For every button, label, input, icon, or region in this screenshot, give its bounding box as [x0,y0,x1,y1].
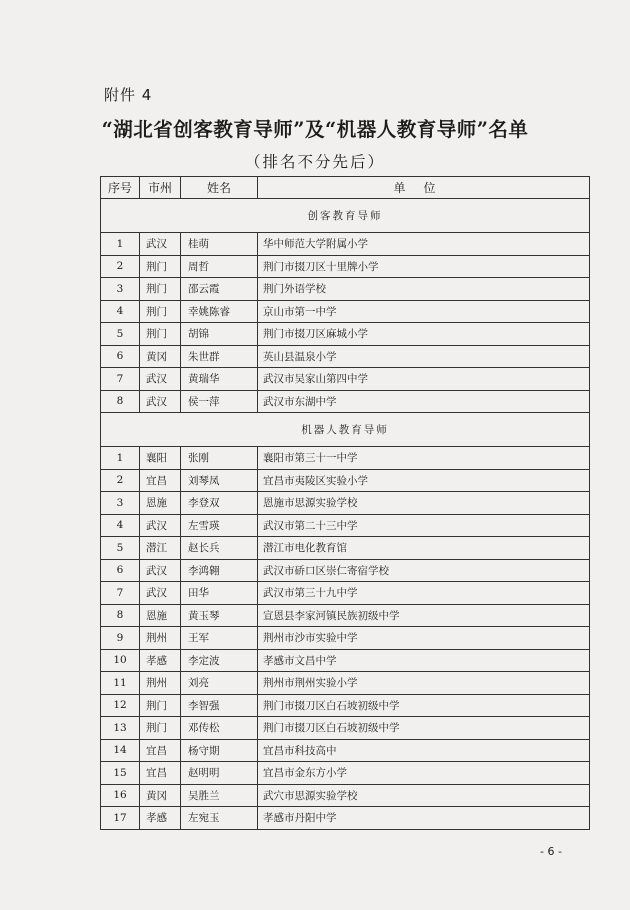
row-unit: 荆门市掇刀区白石坡初级中学 [258,694,590,717]
row-index: 7 [101,582,140,605]
row-city: 武汉 [140,559,181,582]
row-index: 6 [101,559,140,582]
row-unit: 荆州市沙市实验中学 [258,627,590,650]
row-city: 孝感 [140,649,181,672]
row-unit: 京山市第一中学 [258,300,590,323]
attachment-label: 附件 4 [104,86,153,104]
row-name: 张刚 [181,447,258,470]
section-title: 机器人教育导师 [101,413,590,447]
row-city: 荆门 [140,300,181,323]
table-row [101,492,590,515]
row-name: 杨守期 [181,739,258,762]
row-city: 恩施 [140,604,181,627]
table-row [101,784,590,807]
row-index: 5 [101,537,140,560]
row-index: 8 [101,604,140,627]
row-name: 赵长兵 [181,537,258,560]
row-unit: 武汉市东湖中学 [258,390,590,413]
row-index: 4 [101,300,140,323]
table-row [101,537,590,560]
row-city: 恩施 [140,492,181,515]
row-unit: 宜昌市夷陵区实验小学 [258,469,590,492]
row-city: 荆州 [140,672,181,695]
row-index: 3 [101,492,140,515]
table-row [101,233,590,256]
header-index: 序号 [101,177,140,199]
row-unit: 潜江市电化教育馆 [258,537,590,560]
row-index: 17 [101,807,140,830]
header-unit: 单位 [258,177,590,199]
row-unit: 荆门市掇刀区麻城小学 [258,323,590,346]
row-index: 5 [101,323,140,346]
document-title: “湖北省创客教育导师”及“机器人教育导师”名单 [101,118,529,141]
row-city: 武汉 [140,390,181,413]
row-unit: 武汉市第三十九中学 [258,582,590,605]
table-row [101,368,590,391]
row-city: 潜江 [140,537,181,560]
row-index: 13 [101,717,140,740]
row-name: 李鸿翱 [181,559,258,582]
row-unit: 荆门外语学校 [258,278,590,301]
row-name: 吴胜兰 [181,784,258,807]
row-city: 黄冈 [140,345,181,368]
row-index: 16 [101,784,140,807]
row-unit: 孝感市丹阳中学 [258,807,590,830]
mentor-table [100,176,590,830]
table-header-row [101,177,590,199]
table-row [101,694,590,717]
row-unit: 恩施市思源实验学校 [258,492,590,515]
table-row [101,604,590,627]
row-city: 武汉 [140,582,181,605]
row-name: 邵云霞 [181,278,258,301]
row-city: 荆门 [140,323,181,346]
row-unit: 荆州市荆州实验小学 [258,672,590,695]
row-unit: 武汉市吴家山第四中学 [258,368,590,391]
row-name: 刘琴凤 [181,469,258,492]
row-city: 孝感 [140,807,181,830]
row-unit: 宣恩县李家河镇民族初级中学 [258,604,590,627]
row-city: 宜昌 [140,469,181,492]
row-name: 李定波 [181,649,258,672]
row-name: 左雪瑛 [181,514,258,537]
row-city: 武汉 [140,368,181,391]
document-subtitle: （排名不分先后） [244,153,385,171]
row-index: 9 [101,627,140,650]
row-city: 荆门 [140,255,181,278]
table-row [101,345,590,368]
table-row [101,255,590,278]
row-name: 田华 [181,582,258,605]
table-row [101,559,590,582]
row-index: 8 [101,390,140,413]
table-row [101,390,590,413]
row-city: 黄冈 [140,784,181,807]
row-index: 1 [101,447,140,470]
row-unit: 宜昌市科技高中 [258,739,590,762]
section-row [101,199,590,233]
section-row [101,413,590,447]
row-unit: 孝感市文昌中学 [258,649,590,672]
row-index: 7 [101,368,140,391]
row-name: 侯一萍 [181,390,258,413]
row-city: 荆门 [140,278,181,301]
row-unit: 宜昌市金东方小学 [258,762,590,785]
row-unit: 武穴市思源实验学校 [258,784,590,807]
row-name: 黄瑞华 [181,368,258,391]
row-unit: 武汉市第二十三中学 [258,514,590,537]
table-row [101,278,590,301]
row-index: 15 [101,762,140,785]
row-index: 11 [101,672,140,695]
row-city: 宜昌 [140,762,181,785]
table-row [101,447,590,470]
row-name: 朱世群 [181,345,258,368]
row-index: 10 [101,649,140,672]
row-name: 周哲 [181,255,258,278]
row-index: 2 [101,469,140,492]
header-city: 市州 [140,177,181,199]
row-unit: 荆门市掇刀区白石坡初级中学 [258,717,590,740]
row-index: 3 [101,278,140,301]
row-unit: 襄阳市第三十一中学 [258,447,590,470]
row-unit: 英山县温泉小学 [258,345,590,368]
row-name: 邓传松 [181,717,258,740]
row-name: 左宛玉 [181,807,258,830]
row-name: 李智强 [181,694,258,717]
table-body [101,199,590,830]
row-name: 胡锦 [181,323,258,346]
table-row [101,717,590,740]
table-row [101,514,590,537]
row-unit: 武汉市硚口区崇仁寄宿学校 [258,559,590,582]
header-name: 姓名 [181,177,258,199]
row-city: 武汉 [140,233,181,256]
row-city: 荆门 [140,717,181,740]
table-row [101,672,590,695]
row-city: 宜昌 [140,739,181,762]
row-unit: 荆门市掇刀区十里牌小学 [258,255,590,278]
row-city: 荆门 [140,694,181,717]
row-name: 赵明明 [181,762,258,785]
row-name: 黄玉琴 [181,604,258,627]
table-row [101,582,590,605]
table-row [101,649,590,672]
table-row [101,627,590,650]
row-index: 12 [101,694,140,717]
page-number: - 6 - [540,845,562,858]
table-row [101,739,590,762]
row-index: 4 [101,514,140,537]
row-index: 2 [101,255,140,278]
section-title: 创客教育导师 [101,199,590,233]
row-index: 6 [101,345,140,368]
row-name: 桂萌 [181,233,258,256]
table-row [101,300,590,323]
table-row [101,762,590,785]
table-row [101,469,590,492]
row-city: 襄阳 [140,447,181,470]
row-city: 荆州 [140,627,181,650]
row-index: 1 [101,233,140,256]
row-city: 武汉 [140,514,181,537]
row-name: 王军 [181,627,258,650]
row-name: 幸姚陈睿 [181,300,258,323]
row-unit: 华中师范大学附属小学 [258,233,590,256]
table-row [101,807,590,830]
table-row [101,323,590,346]
row-name: 刘亮 [181,672,258,695]
row-name: 李登双 [181,492,258,515]
row-index: 14 [101,739,140,762]
